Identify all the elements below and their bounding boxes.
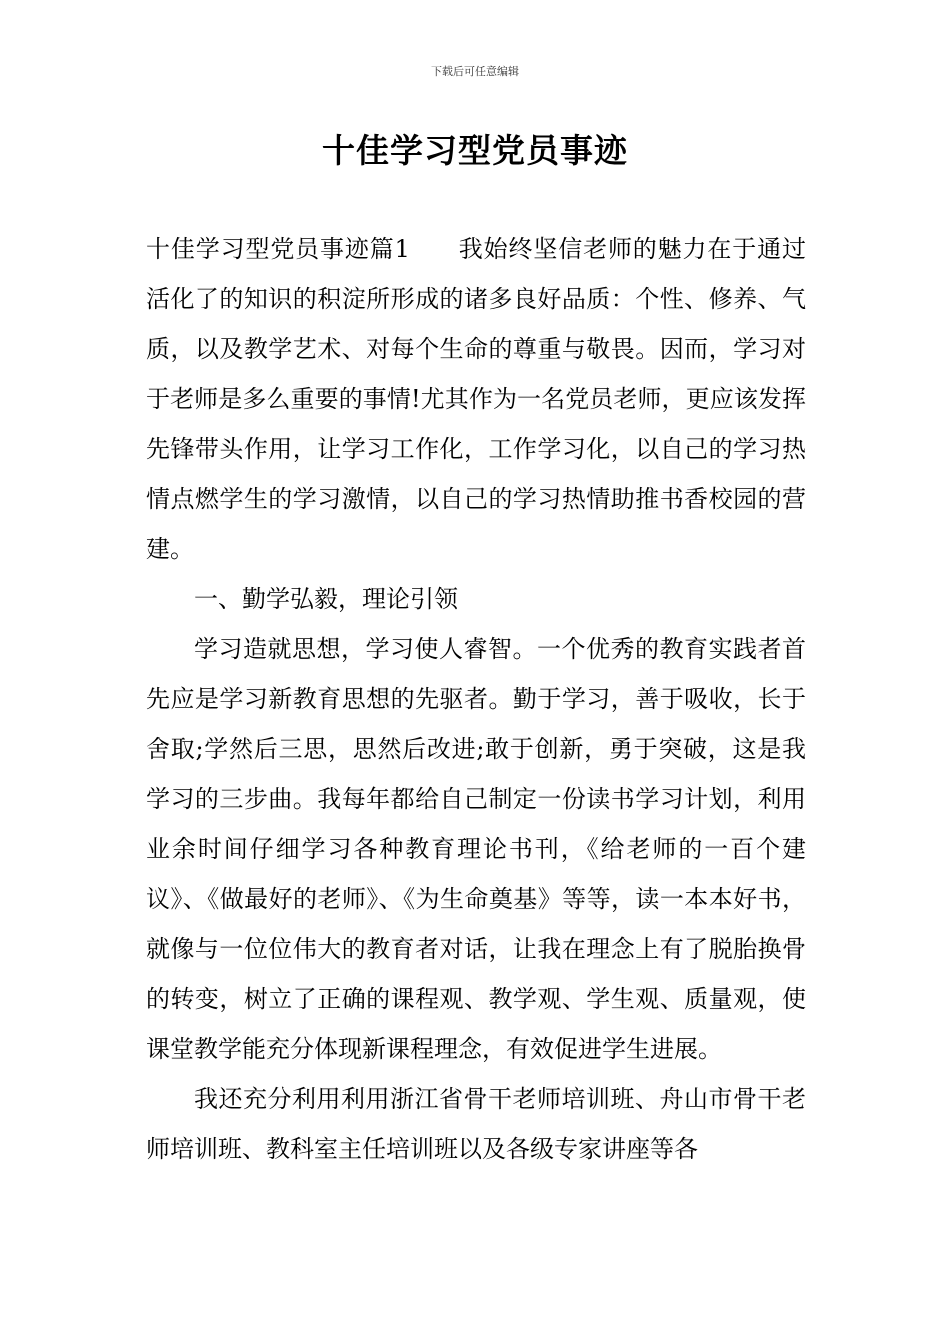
header-note: 下载后可任意编辑 [431,65,519,78]
body-paragraph-2: 我还充分利用利用浙江省骨干老师培训班、舟山市骨干老师培训班、教科室主任培训班以及各级专家讲座等各 [146,1085,806,1163]
document-body [146,224,806,1174]
body-paragraph-1: 学习造就思想，学习使人睿智。一个优秀的教育实践者首先应是学习新教育思想的先驱者。勤于学习，善于吸收，长于舍取;学然后三思，思然后改进;敢于创新，勇于突破，这是我学习的三步曲。我每年都给自己制定一份读书学习计划，利用业余时间仔细学习各种教育理论书刊，《给老师的一百个建议》、《做最好的老师》、《为生命奠基》等等，读一本本好书，就像与一位位伟大的教育者对话，让我在理念上有了脱胎换骨的转变，树立了正确的课程观、教学观、学生观、质量观，使课堂教学能充分体现新课程理念，有效促进学生进展。 [146,635,806,1063]
document-title: 十佳学习型党员事迹 [322,131,628,170]
section-heading: 一、勤学弘毅，理论引领 [194,585,458,613]
intro-text: 我始终坚信老师的魅力在于通过活化了的知识的积淀所形成的诸多良好品质：个性、修养、气质，以及教学艺术、对每个生命的尊重与敬畏。因而，学习对于老师是多么重要的事情!尤其作为一名党员老师，更应该发挥先锋带头作用，让学习工作化，工作学习化，以自己的学习热情点燃学生的学习激情，以自己的学习热情助推书香校园的营建。 [146,235,806,563]
intro-label: 十佳学习型党员事迹篇1 [146,235,410,263]
intro-paragraph [146,224,806,574]
